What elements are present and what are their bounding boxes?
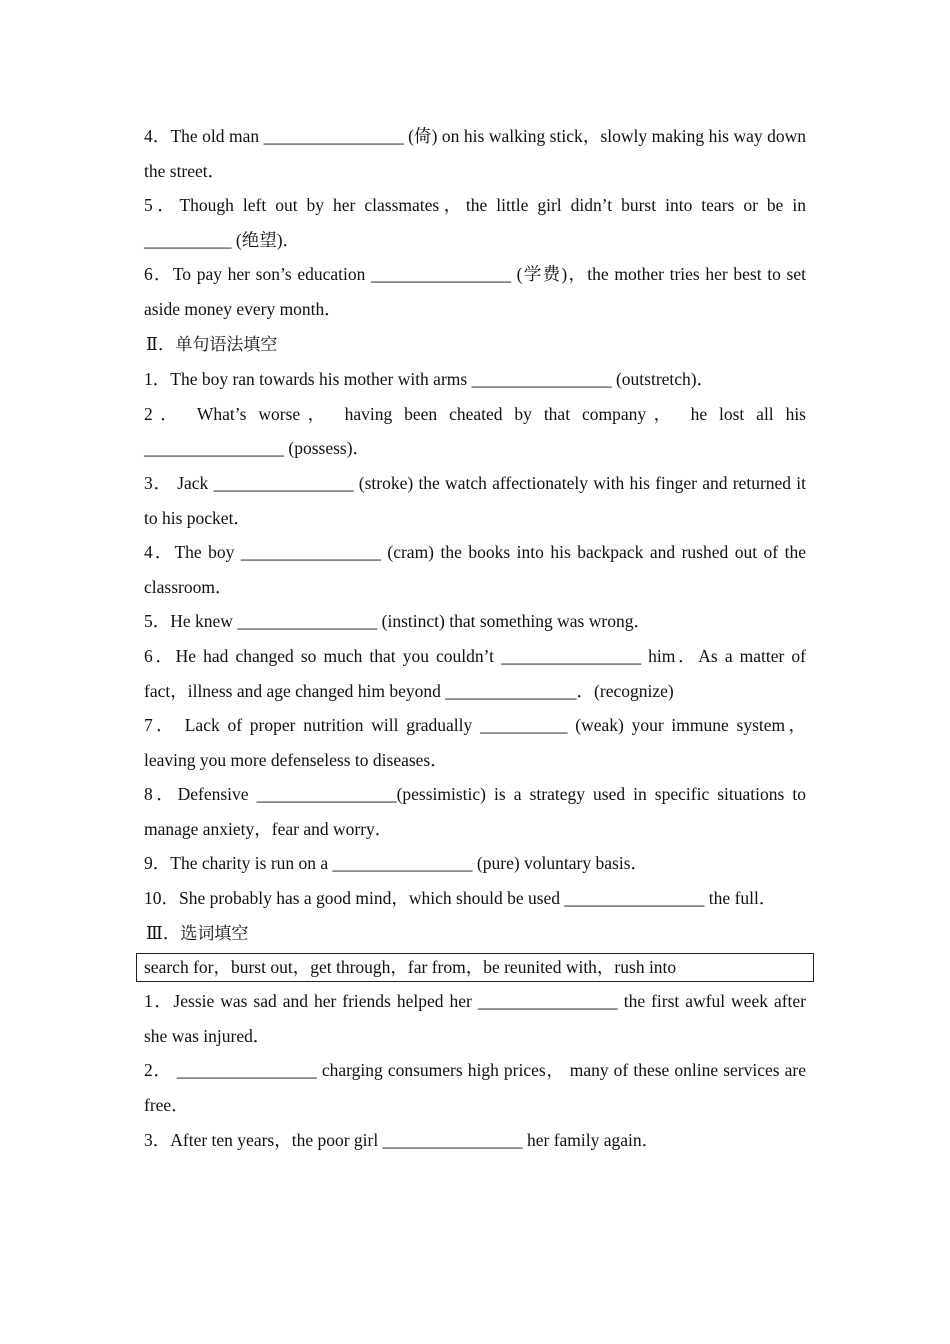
exercise-item: 1．Jessie was sad and her friends helped her ________________ the first awful week after she was injured． bbox=[144, 991, 806, 1046]
exercise-item: 5．He knew ________________ (instinct) that something was wrong． bbox=[144, 611, 651, 632]
section-title: 选词填空 bbox=[180, 923, 249, 944]
exercise-item: 6．To pay her son’s education ________________ (学费)，the mother tries her best to set aside money every month． bbox=[144, 264, 806, 319]
section-numeral: Ⅱ． bbox=[146, 333, 176, 354]
exercise-item: 4．The old man ________________ (倚) on his walking stick，slowly making his way down the street． bbox=[144, 126, 806, 181]
exercise-item: 2． ________________ charging consumers high prices， many of these online services are free． bbox=[144, 1060, 806, 1116]
exercise-item: 3． Jack ________________ (stroke) the watch affectionately with his finger and returned it to his pocket． bbox=[144, 472, 806, 528]
section-heading-grammar bbox=[144, 327, 806, 363]
exercise-item: 5．Though left out by her classmates，the little girl didn’t burst into tears or be in __________ (绝望)． bbox=[144, 195, 806, 250]
exercise-item: 8．Defensive ________________(pessimistic) is a strategy used in specific situations to manage anxiety，fear and worry． bbox=[144, 784, 806, 839]
word-bank-box: search for，burst out，get through，far from，be reunited with，rush into bbox=[136, 953, 814, 982]
exercise-item: 2． What’s worse， having been cheated by that company， he lost all his ________________ (possess)． bbox=[144, 403, 806, 459]
section-numeral: Ⅲ． bbox=[146, 922, 181, 943]
exercise-item: 4．The boy ________________ (cram) the books into his backpack and rushed out of the classroom． bbox=[144, 542, 806, 597]
exercise-item: 3．After ten years，the poor girl ________________ her family again． bbox=[144, 1129, 660, 1150]
exercise-item: 10．She probably has a good mind，which should be used ________________ the full． bbox=[144, 888, 777, 909]
exercise-item: 9．The charity is run on a ________________ (pure) voluntary basis． bbox=[144, 853, 649, 874]
section-title: 单句语法填空 bbox=[175, 334, 278, 355]
exercise-item: 6．He had changed so much that you couldn’t ________________ him．As a matter of fact，illness and age changed him beyond _______________．(recognize) bbox=[144, 645, 806, 701]
exercise-item: 1．The boy ran towards his mother with arms ________________ (outstretch)． bbox=[144, 369, 715, 390]
section-heading-word-choice bbox=[144, 916, 806, 952]
exercise-item: 7． Lack of proper nutrition will gradually __________ (weak) your immune system，leaving you more defenseless to diseases． bbox=[144, 715, 806, 770]
